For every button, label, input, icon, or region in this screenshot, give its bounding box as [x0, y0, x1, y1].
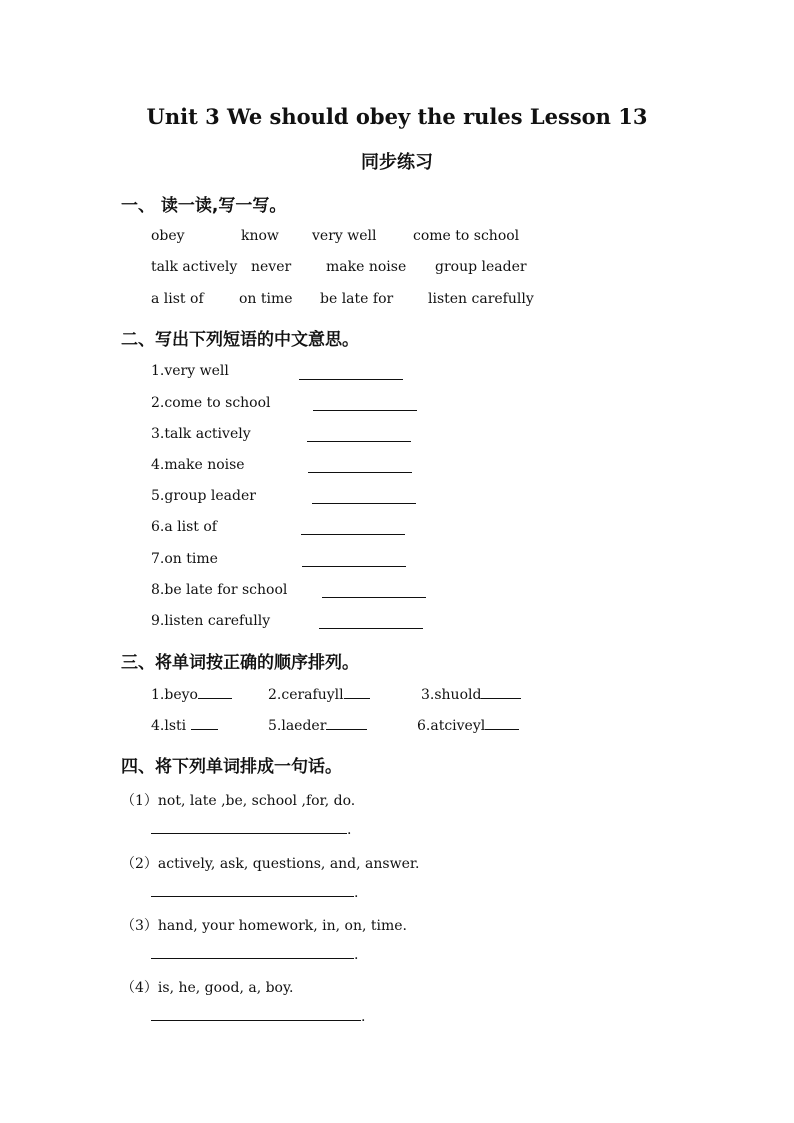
- sentence-prompt: （2）actively, ask, questions, and, answer.: [121, 856, 420, 872]
- vocab-word: be late for: [320, 291, 394, 307]
- answer-blank[interactable]: [299, 367, 403, 380]
- answer-blank[interactable]: [151, 884, 354, 897]
- period: .: [347, 822, 352, 838]
- phrase-item: 6.a list of: [151, 519, 217, 535]
- answer-blank[interactable]: [481, 686, 521, 699]
- period: .: [354, 947, 359, 963]
- vocab-word: talk actively: [151, 259, 238, 275]
- phrase-item: 7.on time: [151, 551, 218, 567]
- period: .: [354, 885, 359, 901]
- vocab-word: listen carefully: [428, 291, 534, 307]
- scrambled-word: 3.shuold: [421, 687, 482, 703]
- answer-blank[interactable]: [308, 460, 412, 473]
- vocab-word: never: [251, 259, 292, 275]
- phrase-item: 2.come to school: [151, 395, 271, 411]
- answer-blank[interactable]: [151, 946, 354, 959]
- scramble-item: [151, 686, 232, 703]
- vocab-word: obey: [151, 228, 185, 244]
- scrambled-word: 5.laeder: [268, 718, 327, 734]
- scrambled-word: 1.beyo: [151, 687, 198, 703]
- phrase-item: 3.talk actively: [151, 426, 251, 442]
- answer-blank[interactable]: [319, 616, 423, 629]
- scrambled-word: 2.cerafuyll: [268, 687, 344, 703]
- page-subtitle: 同步练习: [361, 152, 433, 173]
- section-2-heading: 二、写出下列短语的中文意思。: [121, 330, 359, 350]
- phrase-item: 5.group leader: [151, 488, 256, 504]
- period: .: [361, 1009, 366, 1025]
- page-title: Unit 3 We should obey the rules Lesson 13: [146, 104, 648, 129]
- answer-blank[interactable]: [307, 429, 411, 442]
- scrambled-word: 4.lsti: [151, 718, 187, 734]
- scramble-item: [268, 717, 367, 734]
- answer-blank[interactable]: [191, 717, 218, 730]
- answer-blank[interactable]: [322, 585, 426, 598]
- answer-blank[interactable]: [312, 491, 416, 504]
- scramble-item: [417, 717, 519, 734]
- vocab-word: group leader: [435, 259, 527, 275]
- phrase-item: 8.be late for school: [151, 582, 288, 598]
- answer-blank[interactable]: [485, 717, 519, 730]
- answer-blank[interactable]: [313, 398, 417, 411]
- vocab-word: on time: [239, 291, 293, 307]
- vocab-word: know: [241, 228, 279, 244]
- vocab-word: very well: [312, 228, 377, 244]
- answer-blank[interactable]: [151, 821, 347, 834]
- answer-blank[interactable]: [326, 717, 367, 730]
- phrase-item: 4.make noise: [151, 457, 245, 473]
- section-3-heading: 三、将单词按正确的顺序排列。: [121, 653, 359, 673]
- sentence-answer-line: [151, 884, 358, 901]
- sentence-answer-line: [151, 1008, 365, 1025]
- answer-blank[interactable]: [302, 554, 406, 567]
- sentence-answer-line: [151, 946, 358, 963]
- answer-blank[interactable]: [301, 522, 405, 535]
- sentence-prompt: （3）hand, your homework, in, on, time.: [121, 918, 407, 934]
- sentence-prompt: （1）not, late ,be, school ,for, do.: [121, 793, 356, 809]
- phrase-item: 9.listen carefully: [151, 613, 271, 629]
- phrase-item: 1.very well: [151, 363, 229, 379]
- answer-blank[interactable]: [151, 1008, 361, 1021]
- vocab-word: make noise: [326, 259, 407, 275]
- answer-blank[interactable]: [198, 686, 232, 699]
- sentence-prompt: （4）is, he, good, a, boy.: [121, 980, 294, 996]
- scramble-item: [268, 686, 370, 703]
- section-4-heading: 四、将下列单词排成一句话。: [121, 757, 342, 777]
- scramble-item: [151, 717, 218, 734]
- vocab-word: a list of: [151, 291, 204, 307]
- vocab-word: come to school: [413, 228, 520, 244]
- answer-blank[interactable]: [344, 686, 370, 699]
- sentence-answer-line: [151, 821, 351, 838]
- section-1-heading: 一、 读一读,写一写。: [121, 196, 287, 216]
- scrambled-word: 6.atciveyl: [417, 718, 486, 734]
- scramble-item: [421, 686, 521, 703]
